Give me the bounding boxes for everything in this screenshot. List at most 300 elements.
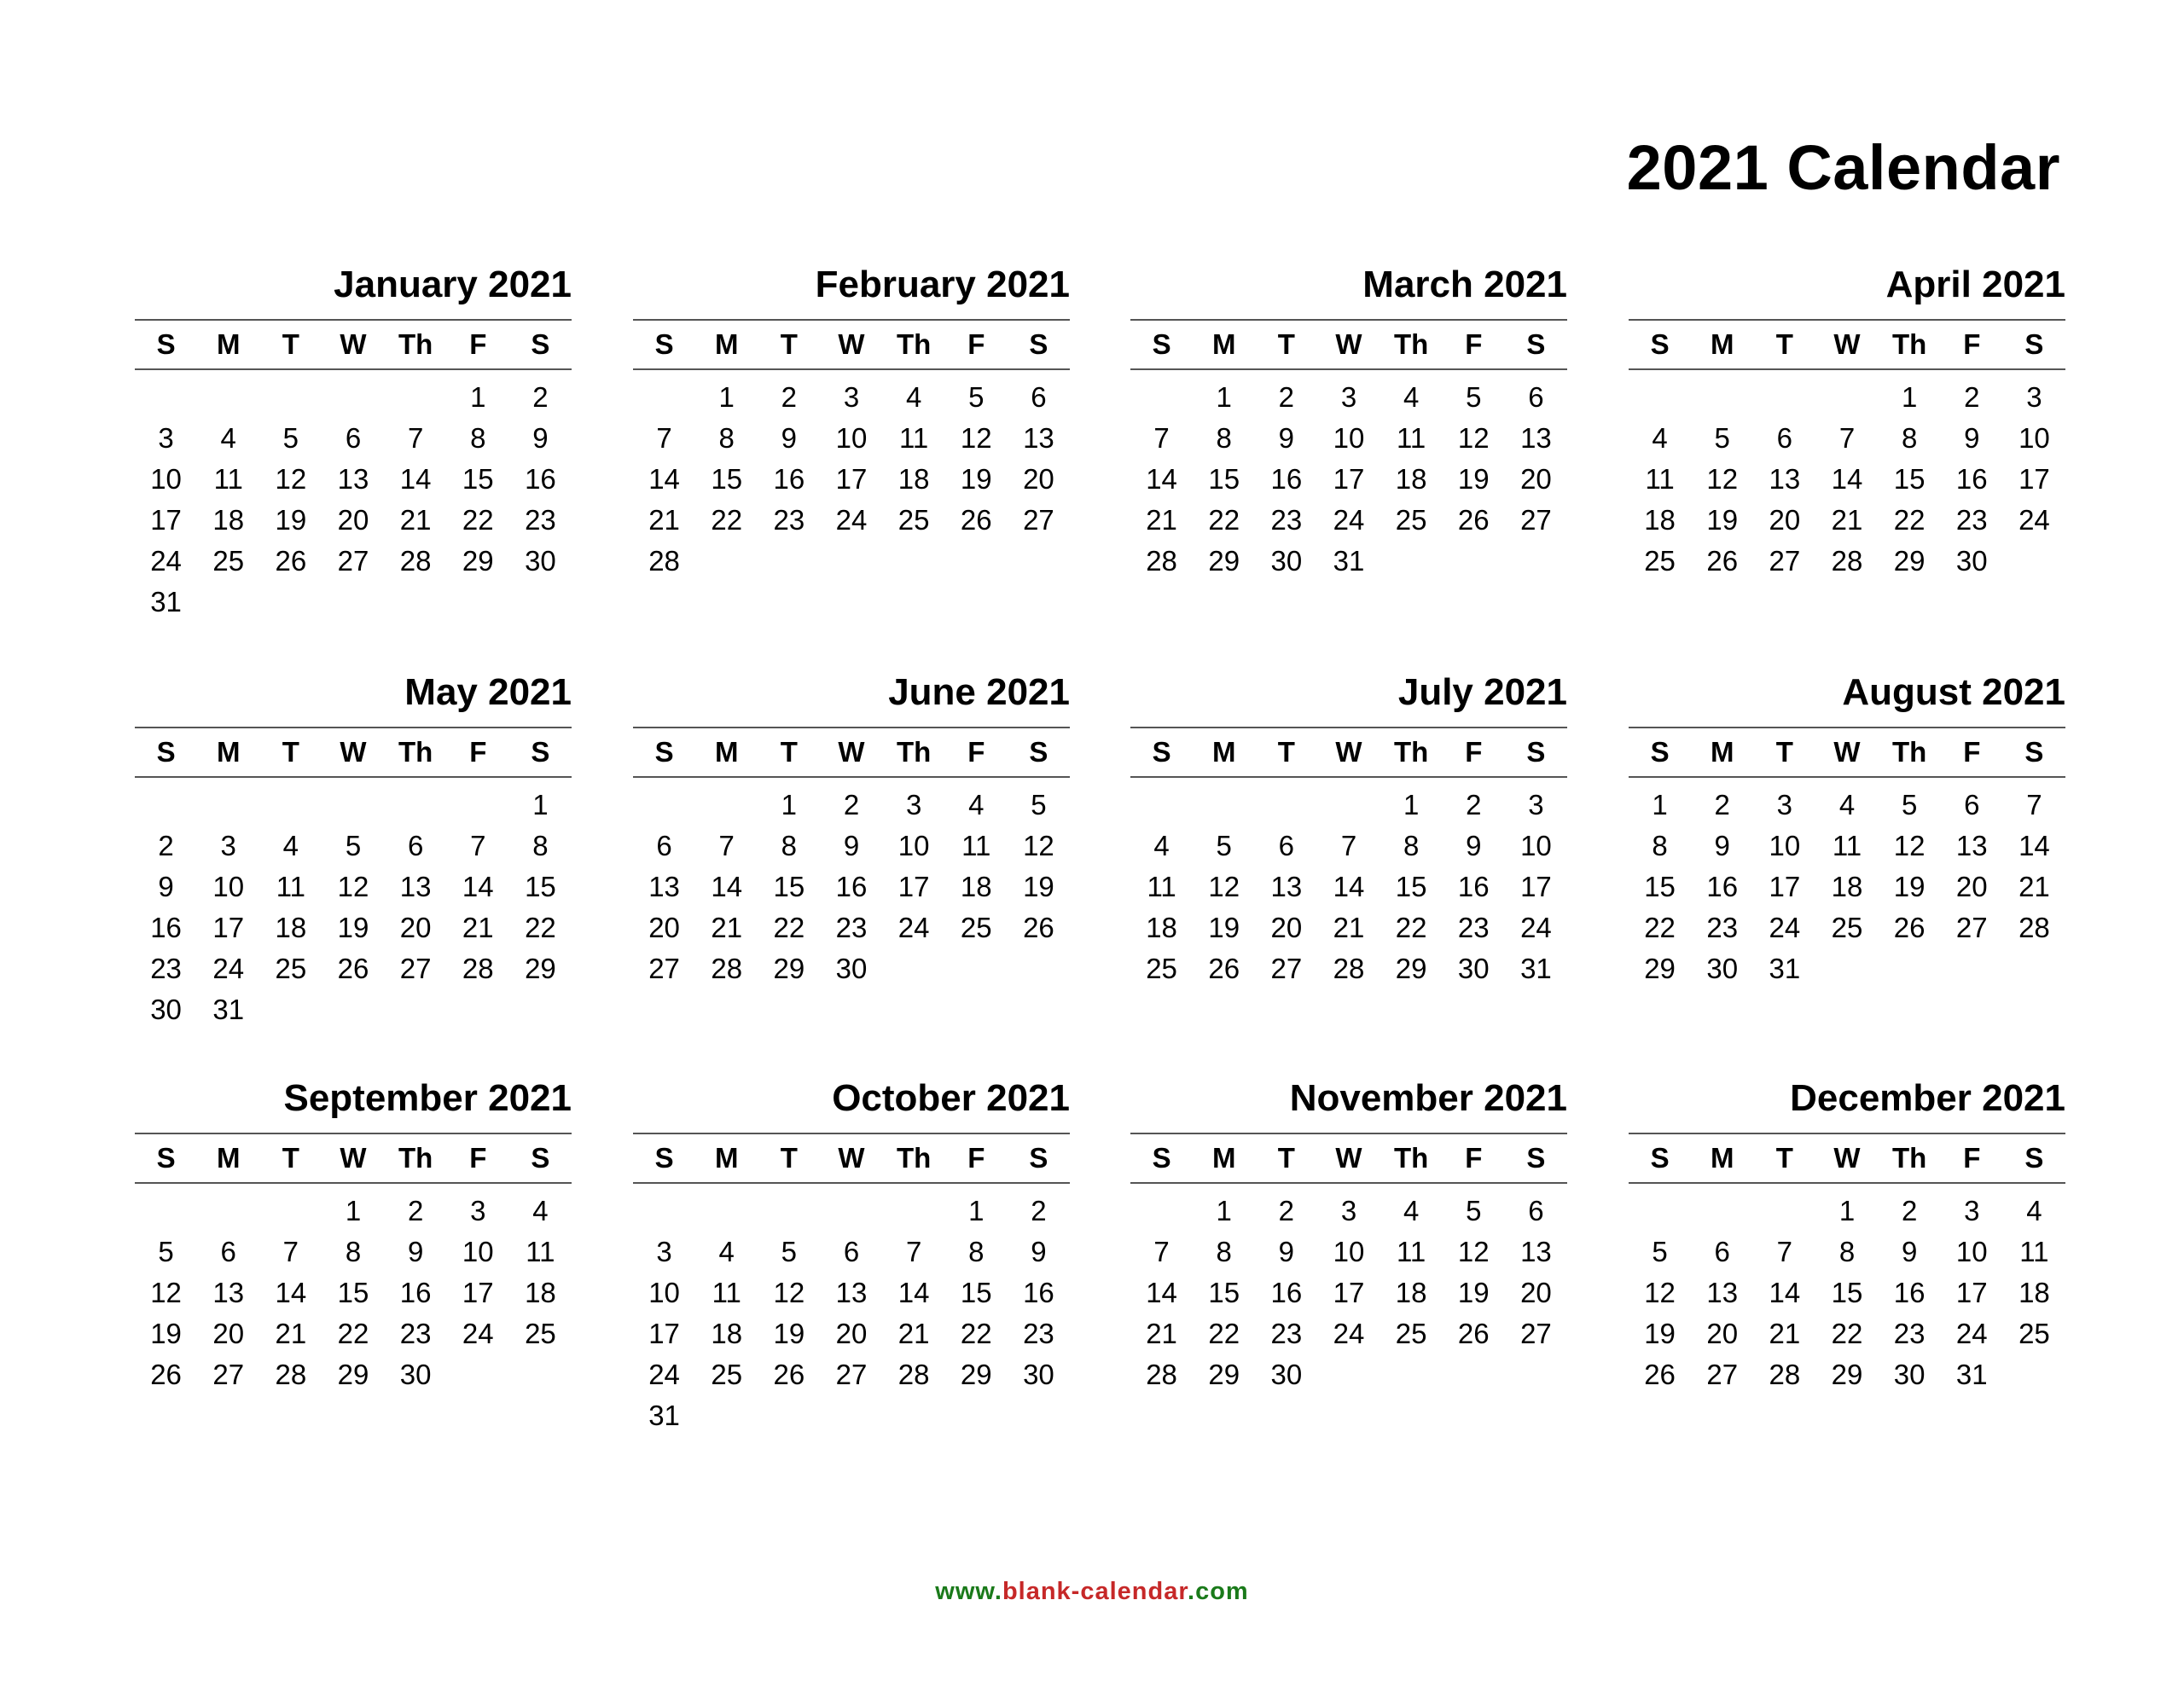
day-cell: 7 — [470, 830, 486, 861]
weekday-label: T — [282, 1142, 299, 1174]
weekday-label: M — [714, 328, 739, 360]
day-grid — [1130, 370, 1567, 582]
day-cell: 6 — [1964, 789, 1980, 820]
day-cell: 11 — [213, 463, 243, 495]
day-cell: 19 — [275, 504, 307, 536]
day-cell: 27 — [835, 1359, 868, 1390]
day-cell: 15 — [1644, 871, 1676, 902]
day-cell: 15 — [1831, 1277, 1863, 1308]
day-cell: 26 — [150, 1359, 182, 1390]
weekday-label: T — [1775, 328, 1793, 360]
day-cell: 10 — [150, 463, 182, 495]
day-cell: 8 — [968, 1236, 985, 1267]
day-cell: 24 — [462, 1318, 494, 1349]
day-cell: 23 — [1270, 504, 1303, 536]
weekday-label: Th — [1891, 736, 1927, 768]
day-cell: 17 — [1520, 871, 1552, 902]
weekday-header-row — [1130, 728, 1567, 778]
day-cell: 15 — [1208, 463, 1240, 495]
day-grid — [633, 778, 1070, 989]
day-cell: 26 — [1457, 504, 1490, 536]
day-cell: 4 — [2026, 1195, 2042, 1226]
month-block — [1629, 266, 2065, 582]
day-cell: 26 — [1457, 1318, 1490, 1349]
month-block — [633, 1077, 1070, 1436]
day-cell: 21 — [1333, 912, 1365, 943]
day-cell: 5 — [282, 422, 299, 454]
day-cell: 30 — [525, 545, 556, 577]
day-cell: 24 — [1955, 1318, 1988, 1349]
day-cell: 12 — [1644, 1277, 1676, 1308]
weekday-label: W — [838, 1142, 865, 1174]
day-cell: 23 — [1457, 912, 1490, 943]
weekday-label: W — [838, 328, 865, 360]
empty-day-cell — [259, 1191, 322, 1226]
day-cell: 19 — [150, 1318, 182, 1349]
weekday-header-row — [633, 728, 1070, 778]
day-cell: 15 — [711, 463, 743, 495]
weekday-label: Th — [1393, 1142, 1429, 1174]
weekday-label: W — [340, 328, 367, 360]
weekday-header-row — [135, 321, 572, 370]
day-cell: 19 — [1706, 504, 1739, 536]
day-cell: 13 — [337, 463, 369, 495]
day-cell: 1 — [1216, 1195, 1232, 1226]
month-block — [1130, 1077, 1567, 1395]
day-cell: 20 — [1706, 1318, 1739, 1349]
weekday-label: S — [1152, 328, 1171, 360]
day-cell: 15 — [525, 871, 556, 902]
day-grid — [633, 370, 1070, 582]
day-cell: 5 — [345, 830, 362, 861]
day-cell: 6 — [656, 830, 672, 861]
day-cell: 10 — [648, 1277, 680, 1308]
empty-day-cell — [385, 785, 447, 820]
day-cell: 16 — [1023, 1277, 1054, 1308]
month-title: July 2021 — [1130, 674, 1567, 728]
day-cell: 24 — [1769, 912, 1801, 943]
day-cell: 18 — [1395, 1277, 1427, 1308]
day-cell: 29 — [1208, 1359, 1240, 1390]
weekday-label: S — [1650, 1142, 1670, 1174]
day-cell: 15 — [1395, 871, 1427, 902]
day-cell: 1 — [1403, 789, 1420, 820]
day-cell: 25 — [212, 545, 245, 577]
day-cell: 17 — [1955, 1277, 1988, 1308]
day-cell: 13 — [399, 871, 432, 902]
day-cell: 10 — [897, 830, 930, 861]
empty-day-cell — [385, 377, 447, 413]
weekday-label: S — [2024, 328, 2044, 360]
day-cell: 21 — [897, 1318, 930, 1349]
day-cell: 24 — [1333, 1318, 1365, 1349]
weekday-label: W — [1833, 1142, 1861, 1174]
day-cell: 18 — [897, 463, 930, 495]
day-cell: 17 — [897, 871, 930, 902]
day-cell: 8 — [1403, 830, 1420, 861]
weekday-label: S — [531, 328, 550, 360]
day-cell: 4 — [1403, 1195, 1420, 1226]
day-cell: 5 — [1466, 381, 1482, 413]
day-cell: 27 — [648, 953, 680, 984]
day-cell: 17 — [648, 1318, 680, 1349]
day-cell: 1 — [1838, 1195, 1856, 1226]
day-cell: 6 — [1031, 381, 1047, 413]
day-cell: 28 — [462, 953, 494, 984]
day-cell: 26 — [275, 545, 307, 577]
weekday-label: S — [654, 328, 674, 360]
day-cell: 5 — [1652, 1236, 1668, 1267]
weekday-label: Th — [398, 1142, 433, 1174]
weekday-label: Th — [1393, 328, 1429, 360]
day-cell: 25 — [1146, 953, 1177, 984]
day-cell: 16 — [150, 912, 182, 943]
day-cell: 16 — [773, 463, 805, 495]
day-cell: 31 — [212, 994, 245, 1025]
day-cell: 30 — [1893, 1359, 1926, 1390]
day-cell: 6 — [1528, 381, 1544, 413]
day-cell: 2 — [1031, 1195, 1047, 1226]
day-cell: 18 — [711, 1318, 743, 1349]
weekday-label: T — [282, 328, 299, 360]
day-cell: 9 — [158, 871, 174, 902]
day-cell: 10 — [1955, 1236, 1988, 1267]
empty-day-cell — [883, 1191, 945, 1226]
empty-day-cell — [1691, 377, 1753, 413]
empty-day-cell — [447, 785, 509, 820]
day-cell: 24 — [212, 953, 245, 984]
weekday-label: S — [1029, 1142, 1048, 1174]
weekday-label: S — [1029, 736, 1048, 768]
month-title: August 2021 — [1629, 674, 2065, 728]
weekday-label: S — [654, 1142, 674, 1174]
day-cell: 1 — [968, 1195, 985, 1226]
day-cell: 15 — [1893, 463, 1926, 495]
day-cell: 18 — [212, 504, 245, 536]
day-cell: 10 — [1769, 830, 1801, 861]
weekday-label: T — [780, 736, 798, 768]
day-cell: 8 — [781, 830, 798, 861]
day-cell: 3 — [1964, 1195, 1980, 1226]
day-cell: 12 — [1457, 1236, 1490, 1267]
day-cell: 22 — [1208, 1318, 1240, 1349]
day-cell: 12 — [1893, 830, 1926, 861]
day-cell: 22 — [1208, 504, 1240, 536]
day-cell: 8 — [1216, 422, 1232, 454]
weekday-label: Th — [398, 736, 433, 768]
day-cell: 12 — [1023, 830, 1054, 861]
day-cell: 23 — [525, 504, 556, 536]
month-title: May 2021 — [135, 674, 572, 728]
day-cell: 2 — [1278, 1195, 1295, 1226]
weekday-label: W — [1833, 328, 1861, 360]
day-cell: 24 — [1333, 504, 1365, 536]
weekday-header-row — [1629, 728, 2065, 778]
day-cell: 23 — [1893, 1318, 1926, 1349]
day-cell: 7 — [718, 830, 735, 861]
day-cell: 9 — [1714, 830, 1730, 861]
empty-day-cell — [322, 377, 384, 413]
day-cell: 15 — [960, 1277, 992, 1308]
month-title: April 2021 — [1629, 266, 2065, 321]
day-cell: 9 — [532, 422, 549, 454]
day-cell: 3 — [905, 789, 922, 820]
footer-suffix: .com — [1188, 1578, 1249, 1605]
day-cell: 8 — [532, 830, 549, 861]
day-cell: 13 — [1520, 422, 1552, 454]
day-cell: 2 — [781, 381, 798, 413]
day-cell: 18 — [525, 1277, 556, 1308]
weekday-label: M — [1211, 736, 1236, 768]
day-cell: 30 — [150, 994, 182, 1025]
page-title: 2021 Calendar — [1626, 132, 2060, 203]
day-cell: 10 — [1520, 830, 1552, 861]
day-cell: 9 — [1466, 830, 1482, 861]
empty-day-cell — [1130, 785, 1193, 820]
month-block — [633, 671, 1070, 989]
weekday-label: M — [216, 736, 241, 768]
day-cell: 27 — [1270, 953, 1303, 984]
day-cell: 6 — [407, 830, 424, 861]
day-cell: 26 — [773, 1359, 805, 1390]
month-title: June 2021 — [633, 674, 1070, 728]
day-cell: 25 — [1831, 912, 1863, 943]
day-cell: 12 — [337, 871, 369, 902]
weekday-label: F — [1963, 736, 1981, 768]
weekday-label: W — [340, 736, 367, 768]
footer-site: blank-calendar — [1002, 1578, 1188, 1605]
day-cell: 25 — [960, 912, 992, 943]
day-cell: 3 — [158, 422, 174, 454]
day-cell: 13 — [1955, 830, 1988, 861]
weekday-header-row — [633, 321, 1070, 370]
day-cell: 18 — [1146, 912, 1177, 943]
day-cell: 27 — [1023, 504, 1054, 536]
day-cell: 9 — [1964, 422, 1980, 454]
day-cell: 11 — [1397, 1236, 1426, 1267]
day-cell: 16 — [1457, 871, 1490, 902]
day-cell: 12 — [275, 463, 307, 495]
empty-day-cell — [758, 1191, 820, 1226]
day-cell: 30 — [399, 1359, 432, 1390]
day-cell: 13 — [212, 1277, 245, 1308]
empty-day-cell — [633, 377, 695, 413]
month-block — [633, 266, 1070, 582]
day-cell: 19 — [1208, 912, 1240, 943]
day-cell: 30 — [835, 953, 868, 984]
day-cell: 7 — [1153, 422, 1170, 454]
weekday-header-row — [135, 728, 572, 778]
day-cell: 11 — [2019, 1236, 2049, 1267]
day-cell: 22 — [337, 1318, 369, 1349]
day-cell: 25 — [711, 1359, 743, 1390]
day-cell: 20 — [1023, 463, 1054, 495]
day-cell: 14 — [1146, 463, 1177, 495]
day-cell: 19 — [773, 1318, 805, 1349]
weekday-label: F — [967, 1142, 985, 1174]
day-cell: 1 — [1901, 381, 1918, 413]
month-block — [135, 1077, 572, 1395]
day-cell: 13 — [648, 871, 680, 902]
day-cell: 26 — [1644, 1359, 1676, 1390]
weekday-label: F — [469, 736, 487, 768]
weekday-label: S — [156, 328, 176, 360]
day-cell: 19 — [960, 463, 992, 495]
day-cell: 12 — [960, 422, 992, 454]
weekday-header-row — [1629, 321, 2065, 370]
day-cell: 7 — [407, 422, 424, 454]
day-cell: 29 — [337, 1359, 369, 1390]
day-cell: 14 — [1333, 871, 1365, 902]
day-cell: 3 — [843, 381, 860, 413]
day-cell: 9 — [781, 422, 798, 454]
day-cell: 4 — [968, 789, 985, 820]
day-cell: 21 — [462, 912, 494, 943]
day-cell: 16 — [1706, 871, 1739, 902]
empty-day-cell — [695, 1191, 758, 1226]
day-cell: 3 — [1528, 789, 1544, 820]
day-cell: 2 — [1901, 1195, 1918, 1226]
weekday-label: S — [1152, 1142, 1171, 1174]
day-cell: 7 — [905, 1236, 922, 1267]
day-cell: 7 — [1776, 1236, 1793, 1267]
day-cell: 9 — [1901, 1236, 1918, 1267]
day-grid — [1130, 1184, 1567, 1395]
day-cell: 31 — [150, 586, 182, 617]
weekday-label: F — [1963, 1142, 1981, 1174]
day-cell: 28 — [2018, 912, 2050, 943]
day-cell: 5 — [1031, 789, 1047, 820]
day-cell: 28 — [1831, 545, 1863, 577]
day-cell: 18 — [275, 912, 307, 943]
weekday-label: W — [340, 1142, 367, 1174]
day-cell: 13 — [1270, 871, 1303, 902]
day-cell: 25 — [525, 1318, 556, 1349]
day-cell: 22 — [1395, 912, 1427, 943]
weekday-label: M — [1211, 328, 1236, 360]
day-cell: 29 — [1831, 1359, 1863, 1390]
day-cell: 23 — [399, 1318, 432, 1349]
day-cell: 20 — [1520, 1277, 1552, 1308]
day-cell: 21 — [1146, 1318, 1177, 1349]
day-cell: 31 — [1333, 545, 1365, 577]
weekday-header-row — [1130, 1134, 1567, 1184]
day-cell: 1 — [470, 381, 486, 413]
day-cell: 24 — [1520, 912, 1552, 943]
day-cell: 5 — [1714, 422, 1730, 454]
day-cell: 27 — [1520, 1318, 1552, 1349]
empty-day-cell — [135, 785, 197, 820]
day-cell: 2 — [1964, 381, 1980, 413]
day-cell: 9 — [1278, 1236, 1295, 1267]
day-cell: 19 — [1893, 871, 1926, 902]
day-cell: 1 — [1216, 381, 1232, 413]
day-cell: 14 — [2018, 830, 2050, 861]
empty-day-cell — [1691, 1191, 1753, 1226]
weekday-label: F — [1465, 1142, 1483, 1174]
day-cell: 24 — [2018, 504, 2050, 536]
weekday-label: T — [1277, 736, 1295, 768]
day-cell: 5 — [1216, 830, 1232, 861]
day-cell: 31 — [1769, 953, 1801, 984]
empty-day-cell — [1317, 785, 1380, 820]
month-block — [135, 266, 572, 623]
weekday-label: Th — [896, 1142, 932, 1174]
day-cell: 22 — [773, 912, 805, 943]
day-cell: 2 — [158, 830, 174, 861]
day-cell: 13 — [835, 1277, 868, 1308]
weekday-label: S — [156, 736, 176, 768]
footer-website[interactable] — [0, 1578, 2184, 1606]
empty-day-cell — [820, 1191, 882, 1226]
weekday-header-row — [1629, 1134, 2065, 1184]
day-cell: 10 — [2018, 422, 2050, 454]
day-grid — [1629, 778, 2065, 989]
weekday-label: Th — [1891, 328, 1927, 360]
day-cell: 20 — [1270, 912, 1303, 943]
day-cell: 17 — [1333, 1277, 1365, 1308]
day-cell: 4 — [1403, 381, 1420, 413]
day-cell: 7 — [2026, 789, 2042, 820]
day-cell: 6 — [1528, 1195, 1544, 1226]
day-cell: 26 — [1893, 912, 1926, 943]
day-cell: 18 — [1644, 504, 1676, 536]
day-cell: 12 — [150, 1277, 182, 1308]
weekday-label: W — [1833, 736, 1861, 768]
weekday-label: Th — [896, 328, 932, 360]
weekday-label: F — [1465, 328, 1483, 360]
day-cell: 16 — [525, 463, 556, 495]
day-cell: 15 — [773, 871, 805, 902]
month-title: September 2021 — [135, 1080, 572, 1134]
weekday-header-row — [135, 1134, 572, 1184]
weekday-label: M — [1710, 328, 1734, 360]
day-cell: 11 — [1832, 830, 1862, 861]
day-cell: 23 — [1706, 912, 1739, 943]
weekday-label: S — [1526, 1142, 1546, 1174]
day-cell: 21 — [2018, 871, 2050, 902]
day-cell: 31 — [1955, 1359, 1988, 1390]
day-cell: 27 — [399, 953, 432, 984]
day-cell: 11 — [1397, 422, 1426, 454]
day-cell: 16 — [399, 1277, 432, 1308]
weekday-label: S — [654, 736, 674, 768]
day-cell: 16 — [1955, 463, 1988, 495]
day-cell: 8 — [345, 1236, 362, 1267]
day-cell: 13 — [1769, 463, 1801, 495]
day-cell: 29 — [1644, 953, 1676, 984]
weekday-label: S — [156, 1142, 176, 1174]
weekday-label: T — [1277, 328, 1295, 360]
day-cell: 12 — [1208, 871, 1240, 902]
day-cell: 12 — [1457, 422, 1490, 454]
day-cell: 10 — [212, 871, 245, 902]
day-cell: 23 — [1270, 1318, 1303, 1349]
day-cell: 6 — [1776, 422, 1793, 454]
empty-day-cell — [695, 785, 758, 820]
day-cell: 7 — [1153, 1236, 1170, 1267]
empty-day-cell — [1193, 785, 1255, 820]
day-cell: 24 — [835, 504, 868, 536]
day-cell: 11 — [712, 1277, 741, 1308]
day-cell: 4 — [718, 1236, 735, 1267]
day-cell: 5 — [158, 1236, 174, 1267]
empty-day-cell — [633, 785, 695, 820]
weekday-label: S — [1152, 736, 1171, 768]
day-grid — [135, 778, 572, 1030]
empty-day-cell — [322, 785, 384, 820]
day-cell: 14 — [275, 1277, 307, 1308]
